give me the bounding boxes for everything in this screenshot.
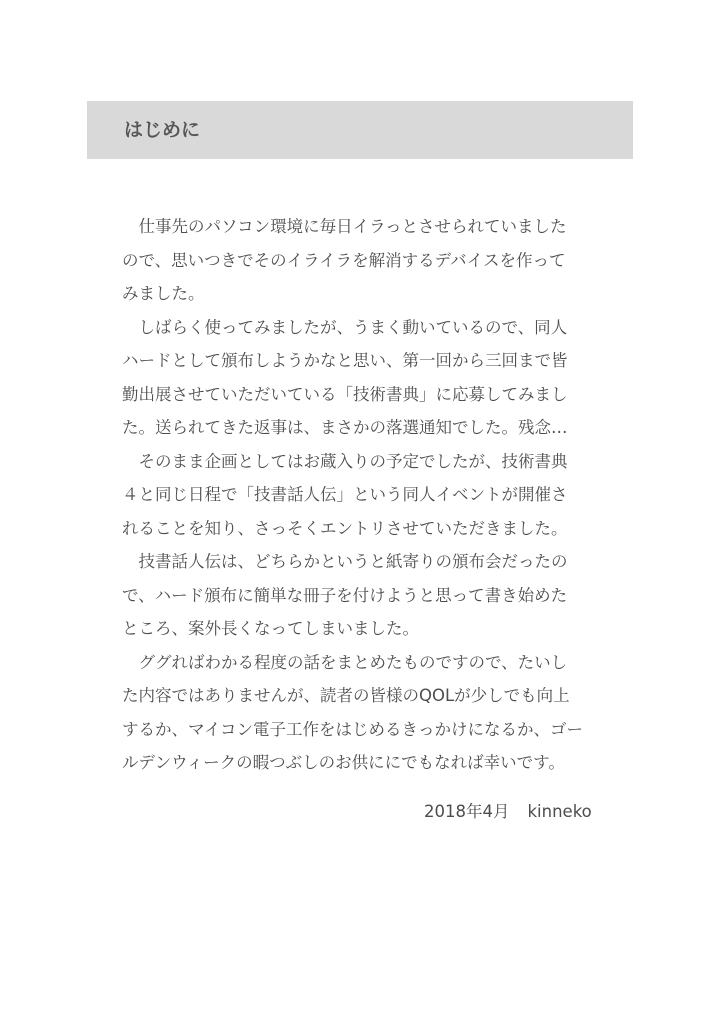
text-line: た。送られてきた返事は、まさかの落選通知でした。残念… xyxy=(122,418,568,437)
text-line: 勤出展させていただいている「技術書典」に応募してみまし xyxy=(122,384,568,404)
signature xyxy=(424,801,592,823)
text-line: た内容ではありませんが、読者の皆様のQOLが少しでも向上 xyxy=(122,686,570,705)
text-line: ルデンウィークの暇つぶしのお供ににでもなれば幸いです。 xyxy=(122,753,565,772)
text-line: ところ、案外長くなってしまいました。 xyxy=(122,619,419,638)
text-line: れることを知り、さっそくエントリさせていただきました。 xyxy=(122,518,568,538)
text-line: ハードとして頒布しようかなと思い、第一回から三回まで皆 xyxy=(122,351,568,370)
text-line: しばらく使ってみましたが、うまく動いているので、同人 xyxy=(122,317,568,337)
text-line: 仕事先のパソコン環境に毎日イラっとさせられていました xyxy=(122,217,567,236)
text-line: ググればわかる程度の話をまとめたものですので、たいし xyxy=(122,652,568,672)
body-text xyxy=(122,210,602,780)
text-line: で、ハード頒布に簡単な冊子を付けようと思って書き始めた xyxy=(122,585,568,605)
text-line: ので、思いつきでそのイライラを解消するデバイスを作って xyxy=(122,250,566,270)
text-line: そのまま企画としてはお蔵入りの予定でしたが、技術書典 xyxy=(122,451,568,471)
text-line: ４と同じ日程で「技書話人伝」という同人イベントが開催さ xyxy=(122,485,568,504)
text-line: 技書話人伝は、どちらかというと紙寄りの頒布会だったの xyxy=(122,552,568,571)
signature-date: 2018年4月 xyxy=(424,802,510,821)
page-title: はじめに xyxy=(124,119,201,141)
signature-author: kinneko xyxy=(527,802,592,821)
text-line: みました。 xyxy=(122,284,205,303)
text-line: するか、マイコン電子工作をはじめるきっかけになるか、ゴー xyxy=(122,719,584,739)
